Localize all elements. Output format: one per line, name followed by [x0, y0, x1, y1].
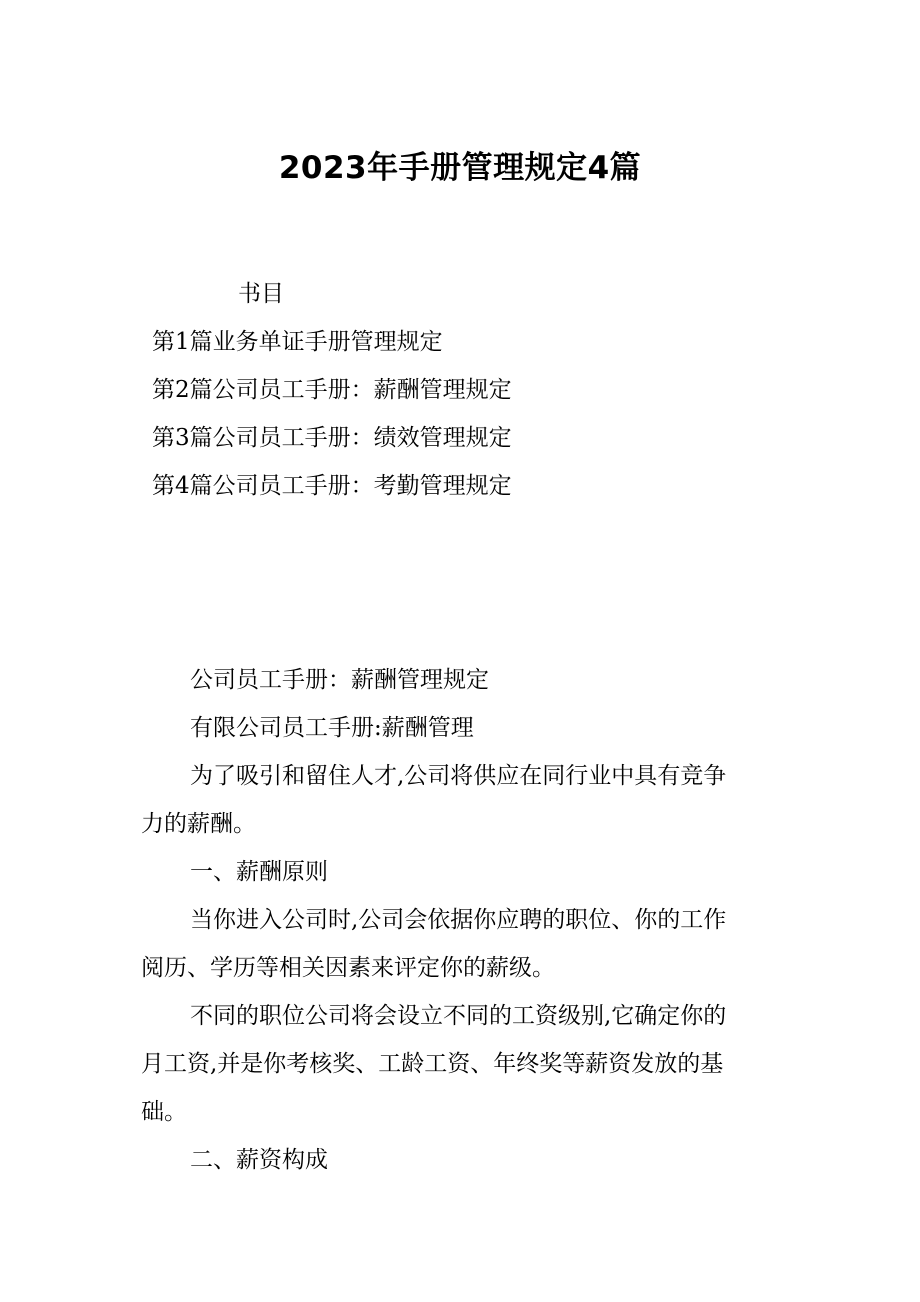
paragraph-1-line-1: 当你进入公司时,公司会依据你应聘的职位、你的工作 [190, 907, 727, 933]
intro-line-2: 力的薪酬。 [141, 811, 256, 837]
intro-line-1: 为了吸引和留住人才,公司将供应在同行业中具有竞争 [190, 763, 727, 789]
toc-item-4: 第4篇公司员工手册：考勤管理规定 [152, 473, 512, 499]
paragraph-2-line-3: 础。 [141, 1099, 187, 1125]
paragraph-2-line-2: 月工资,并是你考核奖、工龄工资、年终奖等薪资发放的基 [141, 1051, 724, 1077]
heading-salary-principles: 一、薪酬原则 [190, 859, 328, 885]
toc-item-2: 第2篇公司员工手册：薪酬管理规定 [152, 377, 512, 403]
toc-heading: 书目 [238, 281, 284, 307]
document-title: 2023年手册管理规定4篇 [278, 150, 642, 186]
toc-item-3: 第3篇公司员工手册：绩效管理规定 [152, 425, 512, 451]
toc-item-1: 第1篇业务单证手册管理规定 [152, 329, 443, 355]
heading-salary-structure: 二、薪资构成 [190, 1147, 328, 1173]
section-subtitle: 有限公司员工手册:薪酬管理 [190, 715, 474, 741]
section-title: 公司员工手册：薪酬管理规定 [190, 667, 489, 693]
paragraph-2-line-1: 不同的职位公司将会设立不同的工资级别,它确定你的 [190, 1003, 727, 1029]
paragraph-1-line-2: 阅历、学历等相关因素来评定你的薪级。 [141, 955, 555, 981]
